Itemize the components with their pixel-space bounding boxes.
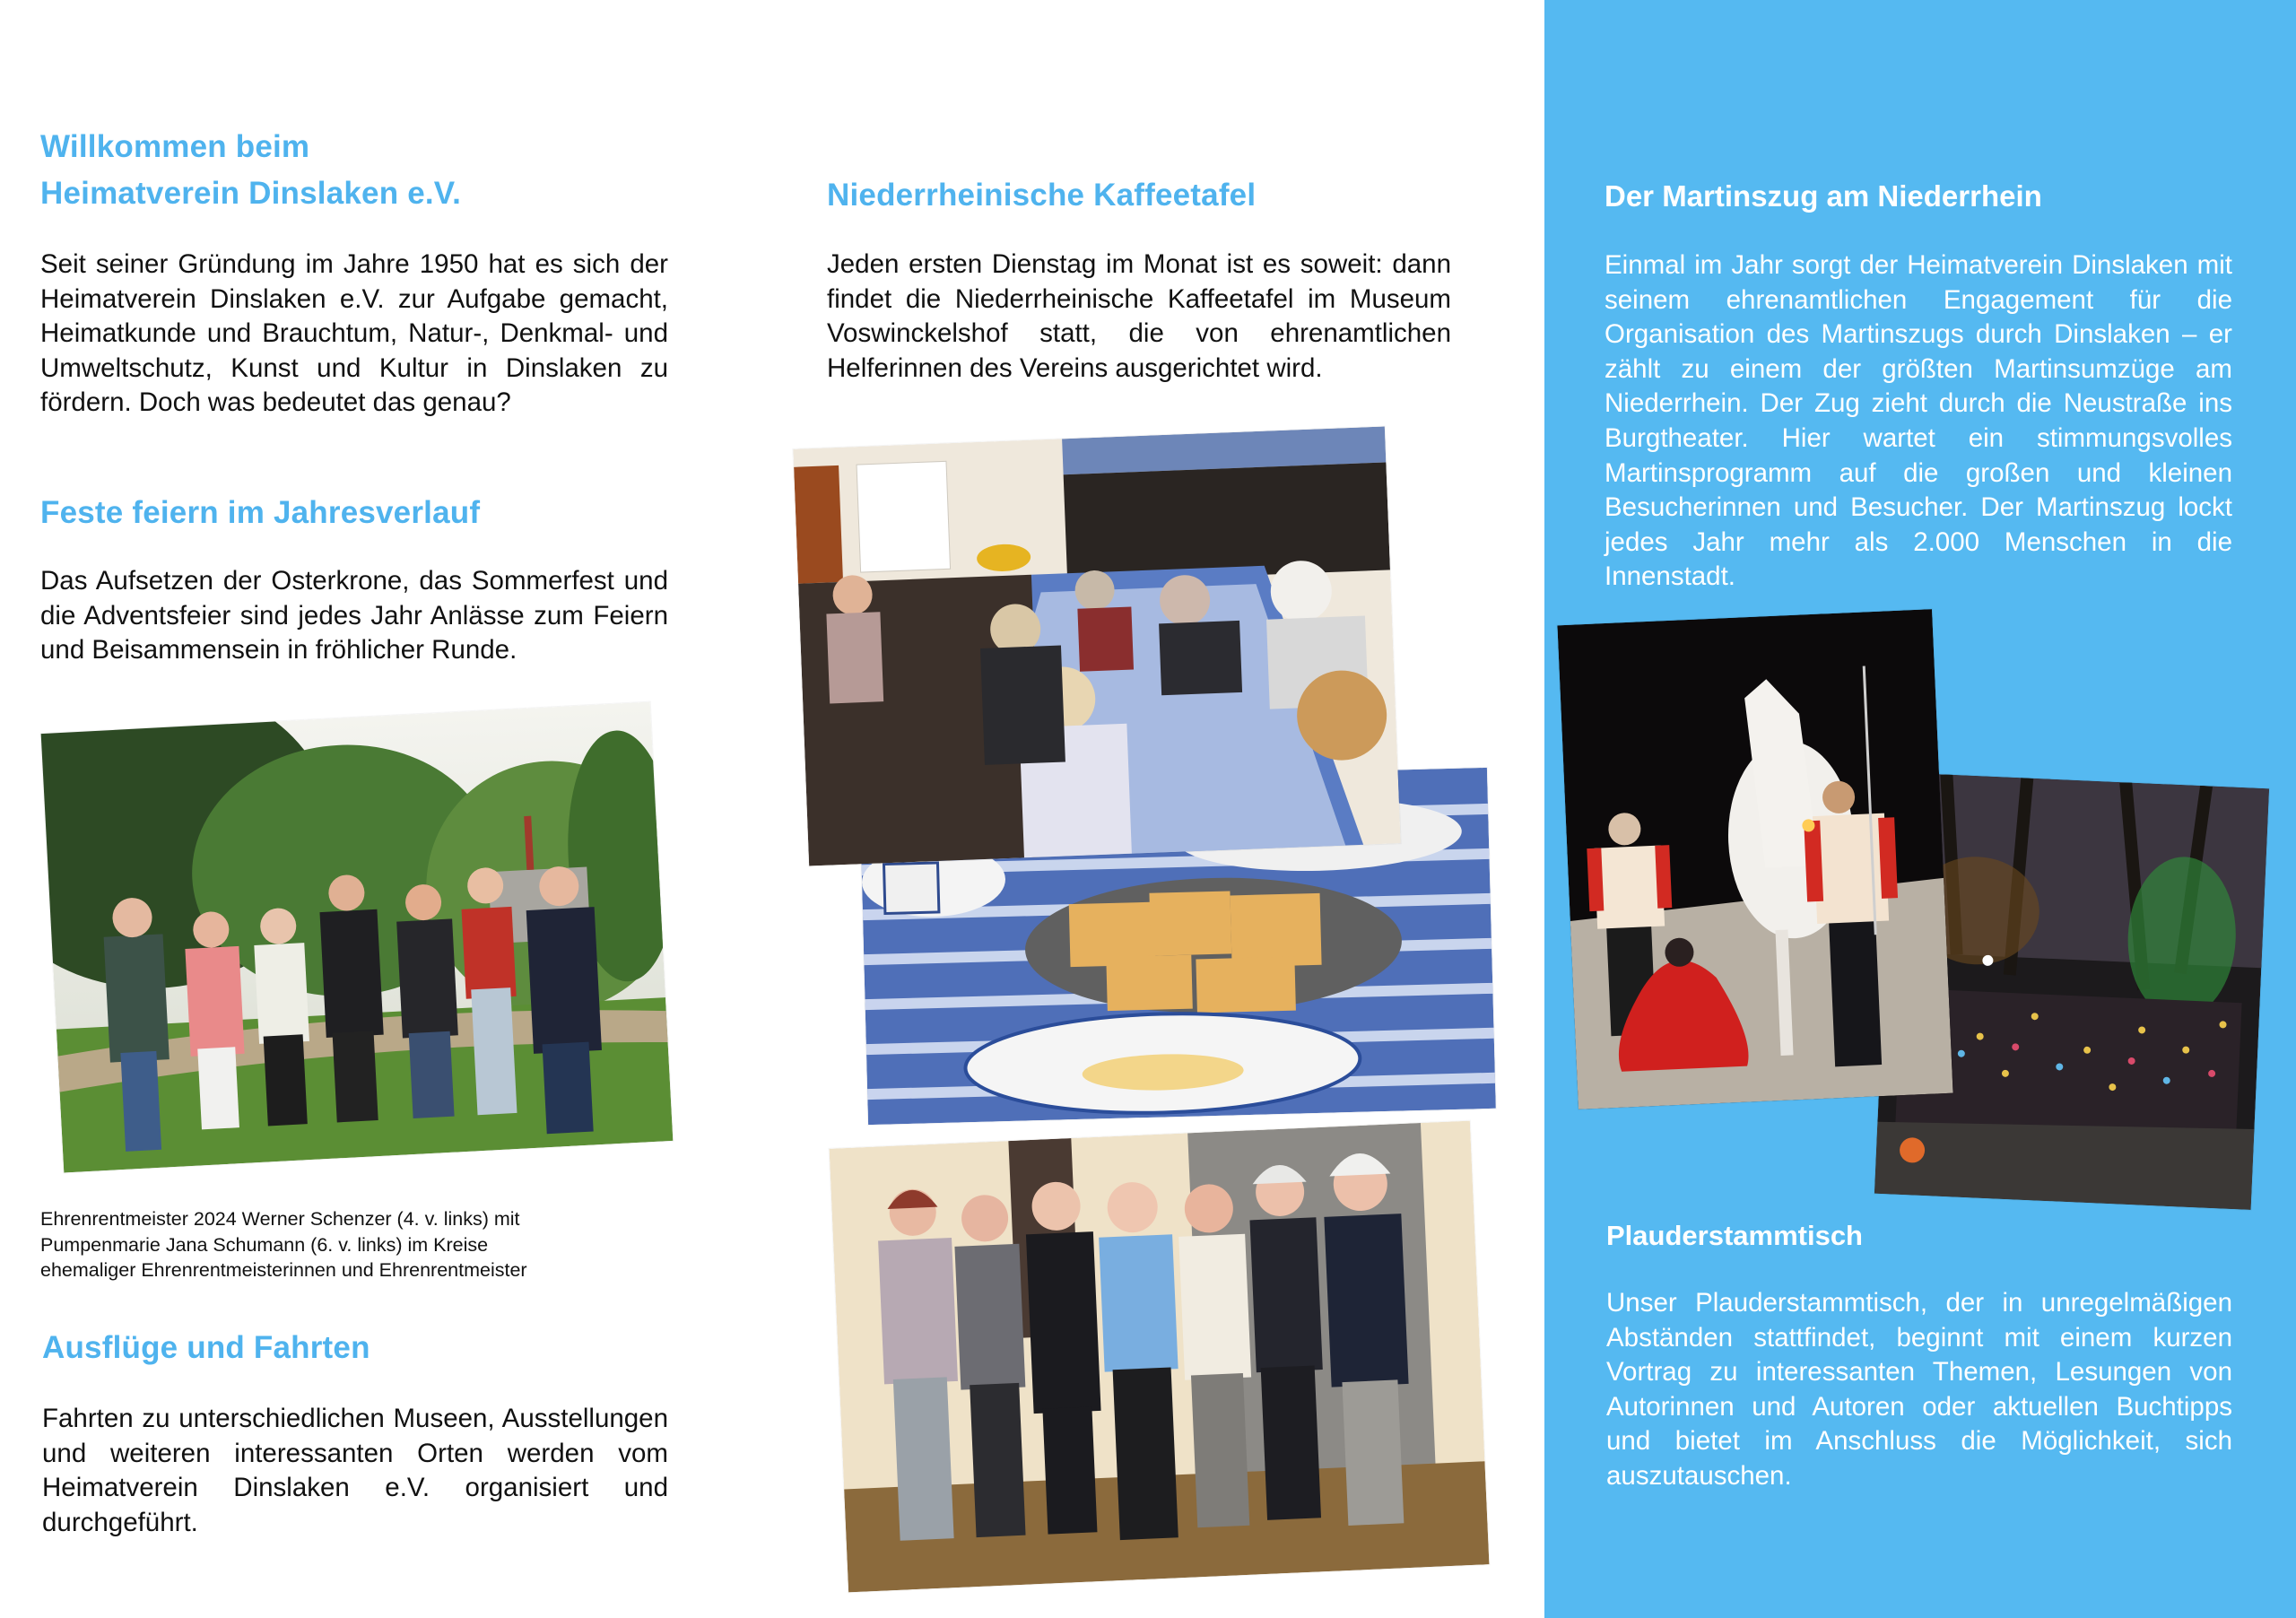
photo-kaffeetafel-table <box>793 427 1400 866</box>
feste-title: Feste feiern im Jahresverlauf <box>40 495 481 530</box>
welcome-title-line1: Willkommen beim <box>40 129 310 164</box>
photo-helferinnen-group <box>830 1121 1490 1593</box>
kaffeetafel-title: Niederrheinische Kaffeetafel <box>827 178 1257 213</box>
kaffeetafel-text: Jeden ersten Dienstag im Monat ist es soweit: dann findet die Niederrheinische Kaffeetafel im Museum Voswinckelshof statt, die von ehrenamtlichen Helferinnen des Vereins ausgerichtet wird. <box>827 249 1451 383</box>
feste-text: Das Aufsetzen der Osterkrone, das Sommerfest und die Adventsfeier sind jedes Jahr Anlässe zum Feiern und Beisammensein in fröhlicher Runde. <box>40 566 668 665</box>
plauderstammtisch-text: Unser Plauderstammtisch, der in unregelmäßigen Abständen stattfindet, beginnt mit einem kurzen Vortrag zu interessanten Themen, Lesungen von Autorinnen und Autoren oder aktuellen Buchtipps und bietet im Anschluss die Möglichkeit, sich auszutauschen. <box>1606 1288 2232 1491</box>
welcome-text: Seit seiner Gründung im Jahre 1950 hat es sich der Heimatverein Dinslaken e.V. zur Aufgabe gemacht, Heimatkunde und Brauchtum, Natur-, Denkmal- und Umweltschutz, Kunst und Kultur in Dinslaken zu fördern. Doch was bedeutet das genau? <box>40 249 668 418</box>
photo-caption-line1: Ehrenrentmeister 2024 Werner Schenzer (4. v. links) mit <box>40 1208 520 1230</box>
photo-caption-line2: Pumpenmarie Jana Schumann (6. v. links) im Kreise <box>40 1233 489 1256</box>
photo-park-group-image <box>41 702 674 1173</box>
photo-martin-horse <box>1557 609 1952 1109</box>
photo-ehrenrentmeister-group <box>41 702 674 1173</box>
ausfluege-text: Fahrten zu unterschiedlichen Museen, Ausstellungen und weiteren interessanten Orten werden vom Heimatverein Dinslaken e.V. organisiert und durchgeführt. <box>42 1404 668 1537</box>
photo-women-group-image <box>830 1121 1490 1593</box>
photo-martin-horse-image <box>1557 609 1952 1109</box>
photo-caption-line3: ehemaliger Ehrenrentmeisterinnen und Ehrenrentmeister <box>40 1259 527 1281</box>
welcome-title <box>40 124 461 217</box>
photo-kaffeetafel-image <box>793 427 1400 866</box>
photo-caption <box>40 1206 686 1283</box>
welcome-title-line2: Heimatverein Dinslaken e.V. <box>40 176 462 211</box>
ausfluege-title: Ausflüge und Fahrten <box>42 1330 370 1365</box>
plauderstammtisch-title: Plauderstammtisch <box>1606 1220 1863 1251</box>
martinszug-title: Der Martinszug am Niederrhein <box>1605 179 2042 213</box>
martinszug-text: Einmal im Jahr sorgt der Heimatverein Dinslaken mit seinem ehrenamtlichen Engagement für die Organisation des Martinszugs durch Dinslaken – er zählt zu einem der größten Martinsumzüge am Niederrhein. Der Zug zieht durch die Neustraße ins Burgtheater. Hier wartet ein stimmungsvolles Martinsprogramm auf die großen und kleinen Besucherinnen und Besucher. Der Martinszug lockt jedes Jahr mehr als 2.000 Menschen in die Innenstadt. <box>1605 250 2232 592</box>
